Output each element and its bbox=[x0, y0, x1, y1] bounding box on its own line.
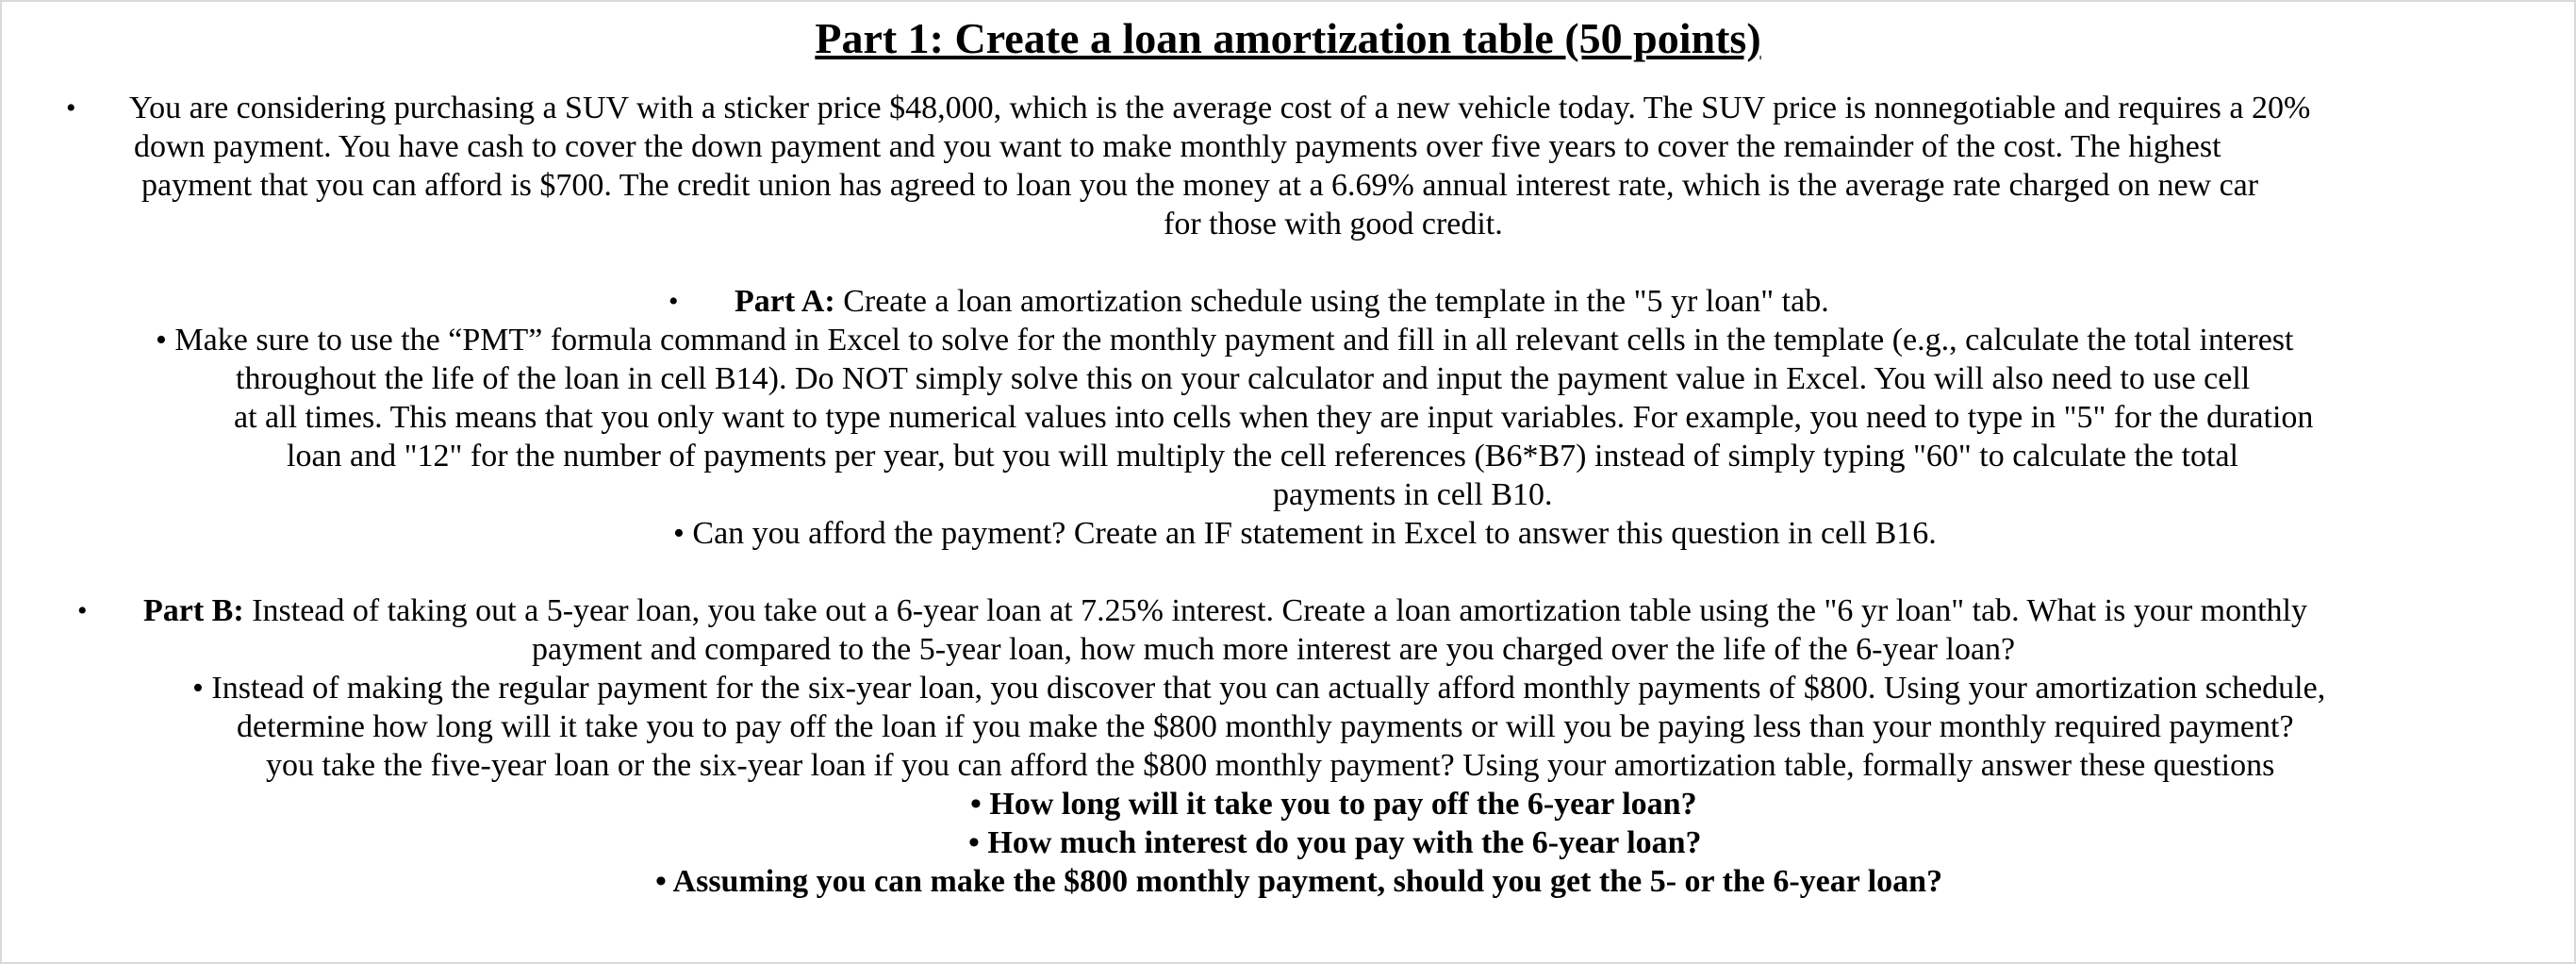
part-a-bullet: • bbox=[669, 286, 679, 317]
question-2: • How much interest do you pay with the 6-year loan? bbox=[968, 825, 1702, 860]
part-a-heading bbox=[735, 282, 1829, 321]
part-b-sub1-line-2: determine how long will it take you to pay off the loan if you make the $800 monthly payments or will you be paying less than your monthly required payment? bbox=[237, 709, 2294, 744]
part-b-sub1-line-3: you take the five-year loan or the six-year loan if you can afford the $800 monthly payment? Using your amortization table, formally answer these questions bbox=[266, 748, 2275, 783]
intro-line-4: for those with good credit. bbox=[1164, 207, 1503, 241]
part-a-sub1-line-2: throughout the life of the loan in cell B14). Do NOT simply solve this on your calculator and input the payment value in Excel. You will also need to use cell bbox=[236, 361, 2251, 396]
part-a-sub1-line-3: at all times. This means that you only want to type numerical values into cells when they are input variables. For example, you need to type in "5" for the duration bbox=[234, 400, 2314, 435]
question-1: • How long will it take you to pay off the 6-year loan? bbox=[970, 787, 1697, 822]
part-b-bullet: • bbox=[77, 595, 88, 626]
part-a-sub2: • Can you afford the payment? Create an IF statement in Excel to answer this question in cell B16. bbox=[673, 516, 1937, 551]
part-b-heading bbox=[143, 591, 2307, 630]
question-3: • Assuming you can make the $800 monthly payment, should you get the 5- or the 6-year loan? bbox=[655, 864, 1943, 899]
part-a-label: Part A: bbox=[735, 284, 835, 319]
part-a-text: Create a loan amortization schedule using the template in the "5 yr loan" tab. bbox=[834, 284, 1829, 319]
part-a-sub1-line-4: loan and "12" for the number of payments per year, but you will multiply the cell references (B6*B7) instead of simply typing "60" to calculate the total bbox=[287, 439, 2238, 474]
part-b-text-line-1: Instead of taking out a 5-year loan, you take out a 6-year loan at 7.25% interest. Create a loan amortization table using the "6 yr loan" tab. What is your monthly bbox=[243, 593, 2308, 628]
part-b-label: Part B: bbox=[143, 593, 244, 628]
part-b-text-line-2: payment and compared to the 5-year loan, how much more interest are you charged over the life of the 6-year loan? bbox=[532, 632, 2016, 667]
part-b-sub1-line-1: • Instead of making the regular payment for the six-year loan, you discover that you can actually afford monthly payments of $800. Using your amortization schedule, bbox=[192, 671, 2326, 706]
intro-bullet: • bbox=[66, 92, 76, 124]
part-a-sub1-line-1: • Make sure to use the “PMT” formula command in Excel to solve for the monthly payment and fill in all relevant cells in the template (e.g., calculate the total interest bbox=[156, 323, 2294, 357]
part-a-sub1-line-5: payments in cell B10. bbox=[1273, 477, 1553, 512]
intro-line-1: You are considering purchasing a SUV with a sticker price $48,000, which is the average cost of a new vehicle today. The SUV price is nonnegotiable and requires a 20% bbox=[129, 91, 2311, 125]
intro-line-2: down payment. You have cash to cover the down payment and you want to make monthly payments over five years to cover the remainder of the cost. The highest bbox=[134, 129, 2221, 164]
intro-line-3: payment that you can afford is $700. The credit union has agreed to loan you the money at a 6.69% annual interest rate, which is the average rate charged on new car bbox=[141, 168, 2259, 203]
page-title: Part 1: Create a loan amortization table (50 points) bbox=[815, 14, 1761, 62]
